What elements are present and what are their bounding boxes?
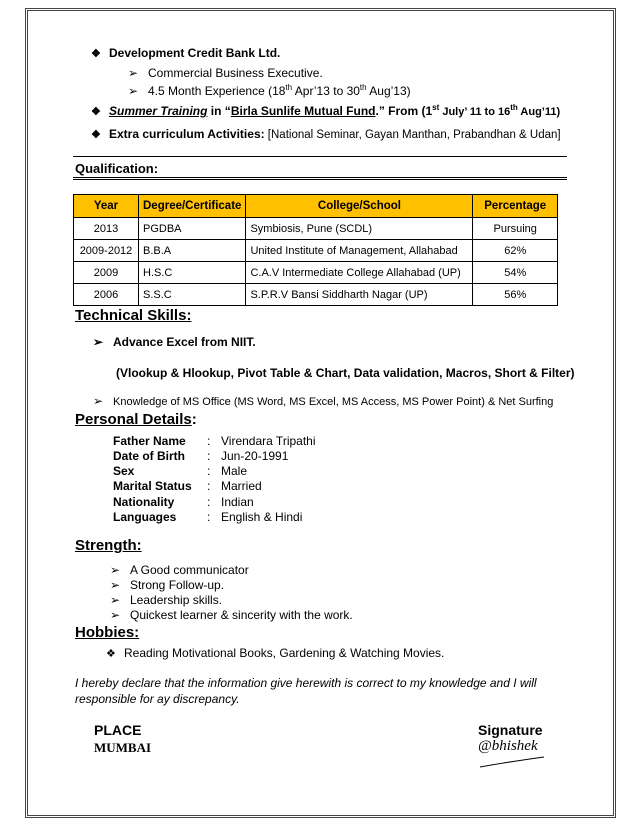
training-line: ❖ Summer Training in “Birla Sunlife Mutual Fund.” From (1st July’ 11 to 16th Aug’11) xyxy=(91,103,561,118)
strength-item: ➢ Quickest learner & sincerity with the work. xyxy=(110,608,353,622)
signature-label: Signature xyxy=(478,722,543,738)
table-row: 2009 H.S.C C.A.V Intermediate College Allahabad (UP) 54% xyxy=(74,262,558,284)
declaration-line-1: I hereby declare that the information give herewith is correct to my knowledge and I will xyxy=(75,676,537,690)
personal-field-languages: Languages : English & Hindi xyxy=(113,510,303,524)
qualification-heading: Qualification: xyxy=(75,161,159,176)
personal-field-dob: Date of Birth : Jun-20-1991 xyxy=(113,449,289,463)
arrow-bullet-icon: ➢ xyxy=(110,578,121,592)
technical-item-excel: ➢ Advance Excel from NIIT. xyxy=(93,335,256,349)
qualification-top-rule xyxy=(73,156,567,157)
hobbies-item: ❖ Reading Motivational Books, Gardening & Watching Movies. xyxy=(106,646,445,660)
technical-heading: Technical Skills: xyxy=(75,307,192,324)
arrow-bullet-icon: ➢ xyxy=(110,593,121,607)
technical-item-office: ➢ Knowledge of MS Office (MS Word, MS Excel, MS Access, MS Power Point) & Net Surfing xyxy=(93,394,554,408)
table-header-row xyxy=(74,195,558,218)
arrow-bullet-icon: ➢ xyxy=(110,563,121,577)
arrow-bullet-icon: ➢ xyxy=(93,335,104,349)
experience-role: ➢ Commercial Business Executive. xyxy=(128,66,323,80)
arrow-bullet-icon: ➢ xyxy=(128,66,139,80)
arrow-bullet-icon: ➢ xyxy=(128,84,139,98)
arrow-bullet-icon: ➢ xyxy=(93,394,104,408)
strength-heading: Strength: xyxy=(75,537,142,554)
arrow-bullet-icon: ➢ xyxy=(110,608,121,622)
personal-field-father: Father Name : Virendara Tripathi xyxy=(113,434,316,448)
personal-field-marital: Marital Status : Married xyxy=(113,479,262,493)
signature-stroke xyxy=(478,754,548,770)
diamond-bullet-icon: ❖ xyxy=(91,129,101,141)
col-degree: Degree/Certificate xyxy=(139,195,246,218)
table-row: 2006 S.S.C S.P.R.V Bansi Siddharth Nagar (UP) 56% xyxy=(74,284,558,306)
place-value: MUMBAI xyxy=(94,740,152,755)
strength-item: ➢ A Good communicator xyxy=(110,563,249,577)
signature-value: @bhishek xyxy=(478,738,538,754)
strength-item: ➢ Leadership skills. xyxy=(110,593,223,607)
extra-curriculum: ❖ Extra curriculum Activities: [National Seminar, Gayan Manthan, Prabandhan & Udan] xyxy=(91,127,561,141)
hobbies-heading: Hobbies: xyxy=(75,624,140,641)
col-year: Year xyxy=(74,195,139,218)
experience-company: ❖ Development Credit Bank Ltd. xyxy=(91,46,281,60)
diamond-bullet-icon: ❖ xyxy=(106,648,116,660)
qualification-table xyxy=(73,194,558,306)
table-row: 2013 PGDBA Symbiosis, Pune (SCDL) Pursuing xyxy=(74,218,558,240)
col-percentage: Percentage xyxy=(473,195,558,218)
table-row: 2009-2012 B.B.A United Institute of Management, Allahabad 62% xyxy=(74,240,558,262)
place-label: PLACE xyxy=(94,722,142,738)
col-college: College/School xyxy=(246,195,473,218)
experience-duration: ➢ 4.5 Month Experience (18th Apr’13 to 30th Aug’13) xyxy=(128,83,411,98)
personal-heading: Personal Details: xyxy=(75,411,197,428)
qualification-bottom-rule xyxy=(73,177,567,180)
personal-field-nationality: Nationality : Indian xyxy=(113,495,254,509)
declaration-line-2: responsible for ay discrepancy. xyxy=(75,692,240,706)
diamond-bullet-icon: ❖ xyxy=(91,106,101,118)
strength-item: ➢ Strong Follow-up. xyxy=(110,578,225,592)
diamond-bullet-icon: ❖ xyxy=(91,48,101,60)
technical-excel-detail: (Vlookup & Hlookup, Pivot Table & Chart, Data validation, Macros, Short & Filter) xyxy=(116,366,575,380)
personal-field-sex: Sex : Male xyxy=(113,464,248,478)
